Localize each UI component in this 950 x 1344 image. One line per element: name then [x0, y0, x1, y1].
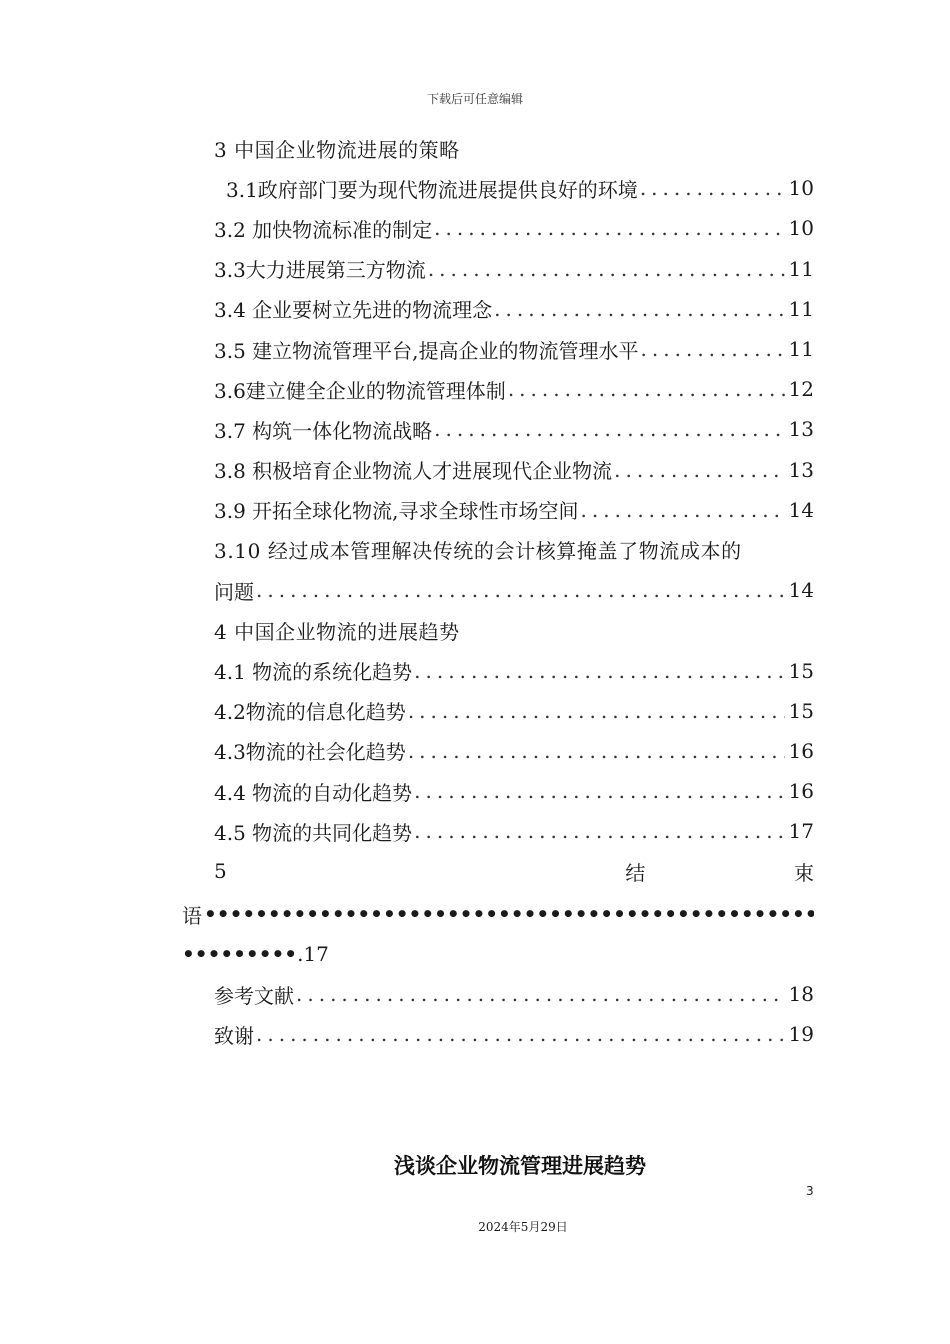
- toc-entry-3-2[interactable]: [214, 208, 814, 248]
- toc-page-number: 18: [788, 982, 814, 1007]
- toc-label: 3.5 建立物流管理平台,提高企业的物流管理水平: [214, 338, 639, 363]
- toc-label: 3.6建立健全企业的物流管理体制: [214, 378, 506, 403]
- toc-entry-acknowledgements[interactable]: [214, 1014, 814, 1054]
- toc-label: 问题: [214, 579, 254, 604]
- dot-leader: [204, 902, 814, 926]
- toc-label: 致谢: [214, 1023, 254, 1048]
- toc-entry-references[interactable]: [214, 974, 814, 1014]
- dot-leader: [581, 498, 785, 522]
- toc-page-number: 13: [788, 417, 814, 442]
- toc-label: 4 中国企业物流的进展趋势: [214, 619, 460, 644]
- toc-page-number: 14: [788, 578, 814, 603]
- dot-leader: [256, 1022, 785, 1046]
- dot-leader: [641, 337, 785, 361]
- toc-entry-3-7[interactable]: [214, 409, 814, 449]
- table-of-contents-tail: [214, 974, 814, 1054]
- toc-page-number: 10: [788, 176, 814, 201]
- toc-entry-3-5[interactable]: [214, 329, 814, 369]
- dot-leader: [408, 699, 785, 723]
- dot-leader: [434, 216, 784, 240]
- toc-entry-5[interactable]: [214, 851, 814, 891]
- toc-entry-3-1[interactable]: [214, 168, 814, 208]
- dot-leader: [640, 176, 785, 200]
- dot-leader: [494, 297, 784, 321]
- dot-leader: [614, 458, 784, 482]
- page-number: 3: [806, 1184, 814, 1198]
- toc-page-number: 11: [788, 296, 814, 321]
- toc-heading-4: [214, 610, 814, 650]
- dot-leader: [182, 942, 297, 966]
- toc-entry-3-10-cont[interactable]: [214, 570, 814, 610]
- toc-label: 3 中国企业物流进展的策略: [214, 137, 460, 162]
- toc-entry-3-3[interactable]: [214, 249, 814, 289]
- toc-entry-4-3[interactable]: [214, 731, 814, 771]
- dot-leader: [296, 982, 785, 1006]
- toc-label: 3.9 开拓全球化物流,寻求全球性市场空间: [214, 499, 579, 524]
- toc-entry-3-9[interactable]: [214, 490, 814, 530]
- toc-page-number: 14: [788, 497, 814, 522]
- toc-label: 3.8 积极培育企业物流人才进展现代企业物流: [214, 459, 613, 484]
- toc-entry-3-4[interactable]: [214, 289, 814, 329]
- toc-entry-4-2[interactable]: [214, 691, 814, 731]
- toc-entry-5-cont[interactable]: [182, 894, 814, 934]
- toc-page-number: 15: [788, 658, 814, 683]
- toc-label: 3.4 企业要树立先进的物流理念: [214, 298, 493, 323]
- dot-leader: [414, 779, 784, 803]
- toc-label: 3.3大力进展第三方物流: [214, 258, 426, 283]
- toc-entry-3-6[interactable]: [214, 369, 814, 409]
- toc-entry-3-8[interactable]: [214, 450, 814, 490]
- toc-label: 3.10 经过成本管理解决传统的会计核算掩盖了物流成本的: [214, 539, 742, 564]
- toc-heading-3: [214, 128, 814, 168]
- toc-page-number: 19: [788, 1022, 814, 1047]
- toc-page-number: 17: [788, 819, 814, 844]
- toc-page-number: 13: [788, 457, 814, 482]
- dot-leader: [256, 578, 785, 602]
- dot-leader: [434, 417, 784, 441]
- toc-page-number: 10: [788, 216, 814, 241]
- toc-entry-4-4[interactable]: [214, 771, 814, 811]
- toc-label: 3.2 加快物流标准的制定: [214, 217, 433, 242]
- toc-entry-3-10[interactable]: [214, 530, 814, 570]
- dot-leader: [414, 819, 784, 843]
- toc-page-number: 11: [788, 337, 814, 362]
- toc-entry-4-5[interactable]: [214, 811, 814, 851]
- toc-conclusion-char-2: 束: [793, 860, 814, 885]
- toc-page-number: 16: [788, 779, 814, 804]
- toc-page-number: 12: [788, 377, 814, 402]
- toc-page-number: .17: [297, 942, 329, 966]
- toc-entry-4-1[interactable]: [214, 650, 814, 690]
- toc-label: 参考文献: [214, 983, 294, 1008]
- toc-page-number: 15: [788, 698, 814, 723]
- table-of-contents: [214, 128, 814, 892]
- toc-label: 3.7 构筑一体化物流战略: [214, 418, 433, 443]
- toc-label: 4.5 物流的共同化趋势: [214, 820, 413, 845]
- toc-conclusion-char-3: 语: [182, 903, 202, 928]
- dot-leader: [414, 659, 784, 683]
- document-title: 浅谈企业物流管理进展趋势: [394, 1154, 646, 1178]
- dot-leader: [508, 377, 785, 401]
- toc-page-number: 11: [788, 256, 814, 281]
- toc-label: 4.3物流的社会化趋势: [214, 740, 406, 765]
- dot-leader: [408, 739, 785, 763]
- footer-date: 2024年5月29日: [478, 1220, 568, 1234]
- toc-entry-5-page[interactable]: [182, 934, 814, 974]
- toc-conclusion-char-1: 结: [625, 860, 646, 885]
- header-note: 下载后可任意编辑: [426, 92, 523, 106]
- toc-conclusion-number: 5: [214, 859, 227, 884]
- toc-page-number: 16: [788, 738, 814, 763]
- toc-label: 3.1政府部门要为现代物流进展提供良好的环境: [226, 177, 638, 202]
- toc-label: 4.4 物流的自动化趋势: [214, 780, 413, 805]
- toc-label: 4.1 物流的系统化趋势: [214, 660, 413, 685]
- dot-leader: [428, 257, 785, 281]
- toc-label: 4.2物流的信息化趋势: [214, 700, 406, 725]
